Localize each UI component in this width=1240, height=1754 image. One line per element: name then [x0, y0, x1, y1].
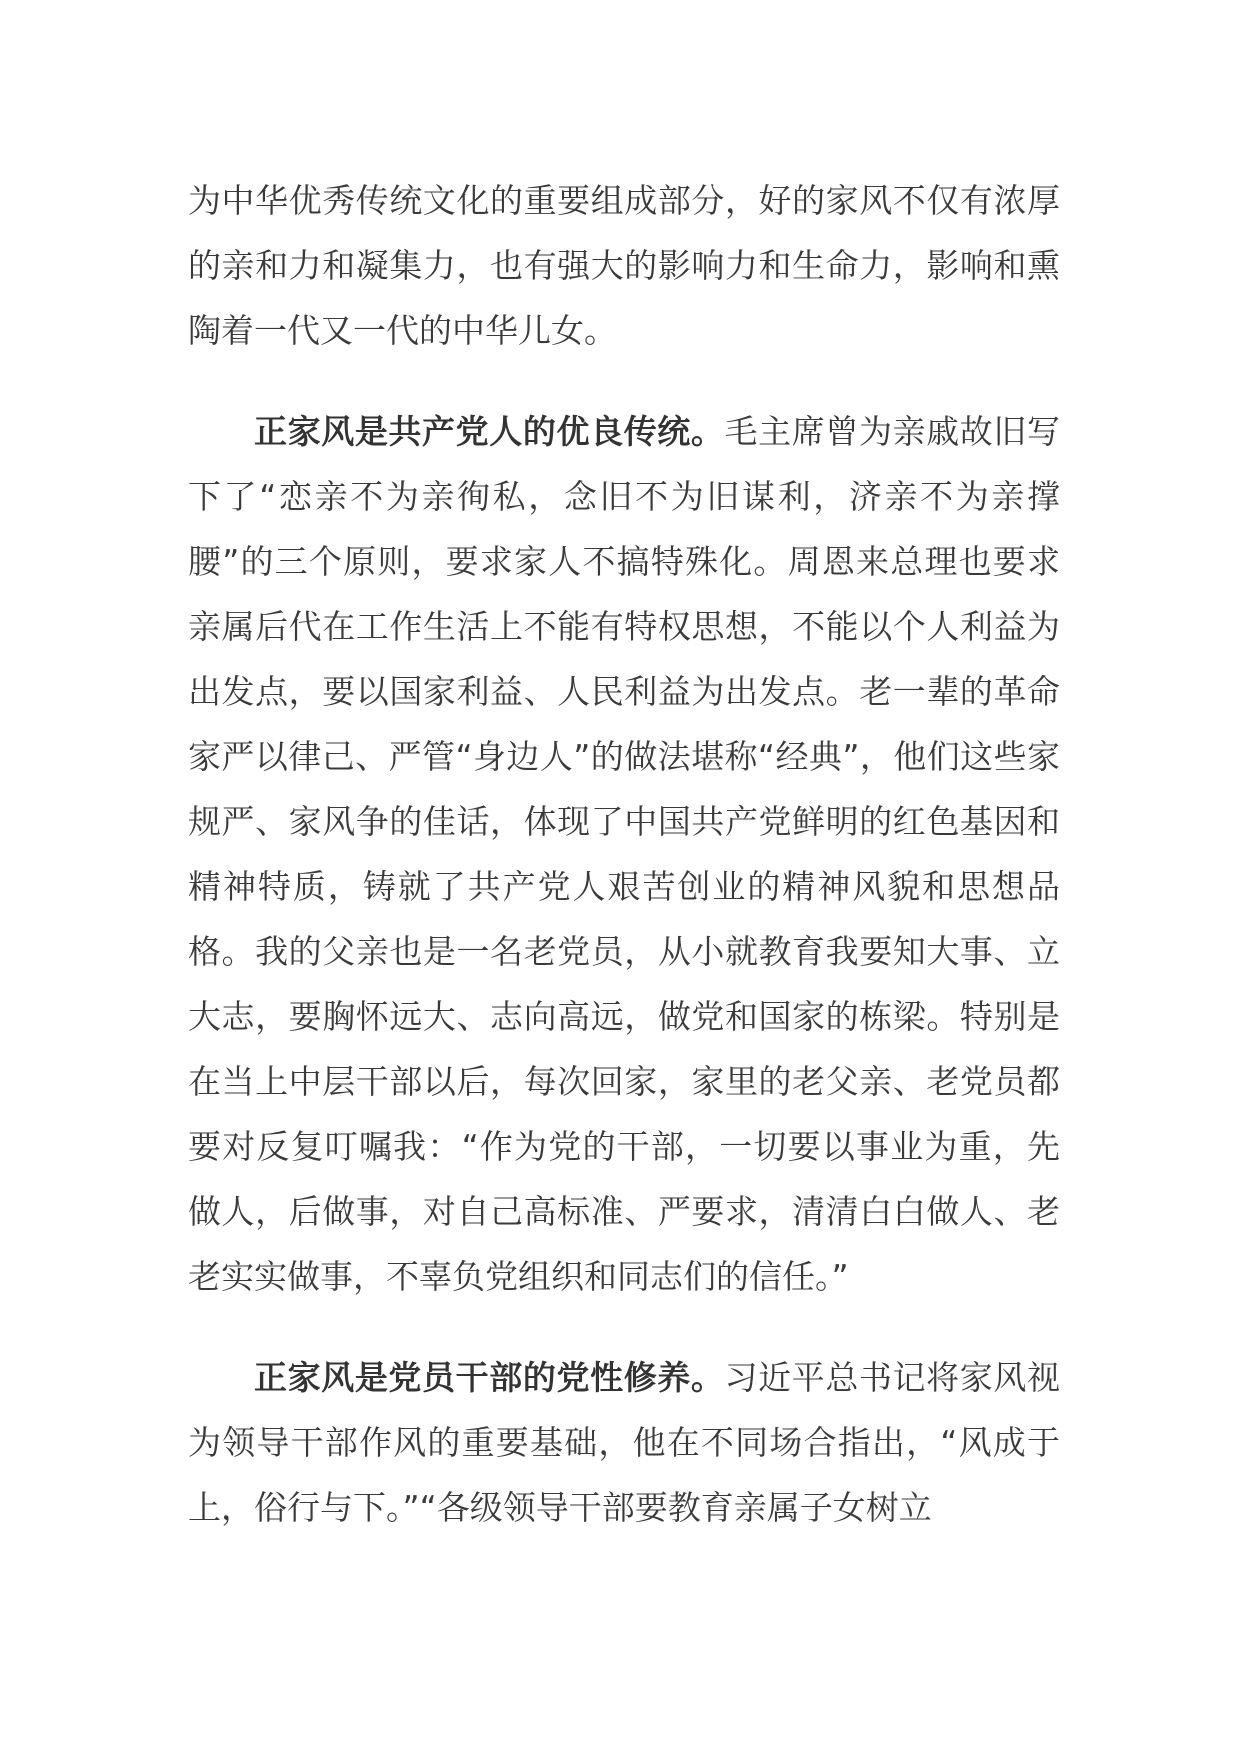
paragraph-party-cultivation	[188, 1345, 1060, 1540]
paragraph-lead: 正家风是党员干部的党性修养。	[254, 1358, 725, 1397]
paragraph-party-tradition	[188, 399, 1060, 1309]
paragraph-continuation	[188, 168, 1060, 363]
body-text	[188, 168, 1060, 1576]
paragraph-text: 毛主席曾为亲戚故旧写下了“恋亲不为亲徇私，念旧不为旧谋利，济亲不为亲撑腰”的三个原则，要求家人不搞特殊化。周恩来总理也要求亲属后代在工作生活上不能有特权思想，不能以个人利益为出发点，要以国家利益、人民利益为出发点。老一辈的革命家严以律己、严管“身边人”的做法堪称“经典”，他们这些家规严、家风争的佳话，体现了中国共产党鲜明的红色基因和精神特质，铸就了共产党人艰苦创业的精神风貌和思想品格。我的父亲也是一名老党员，从小就教育我要知大事、立大志，要胸怀远大、志向高远，做党和国家的栋梁。特别是在当上中层干部以后，每次回家，家里的老父亲、老党员都要对反复叮嘱我：“作为党的干部，一切要以事业为重，先做人，后做事，对自己高标准、严要求，清清白白做人、老老实实做事，不辜负党组织和同志们的信任。”	[188, 412, 1061, 1296]
paragraph-lead: 正家风是共产党人的优良传统。	[254, 412, 725, 451]
paragraph-text: 为中华优秀传统文化的重要组成部分，好的家风不仅有浓厚的亲和力和凝集力，也有强大的影响力和生命力，影响和熏陶着一代又一代的中华儿女。	[188, 181, 1060, 350]
paragraph-text: 习近平总书记将家风视为领导干部作风的重要基础，他在不同场合指出，“风成于上，俗行与下。”“各级领导干部要教育亲属子女树立	[188, 1358, 1061, 1527]
